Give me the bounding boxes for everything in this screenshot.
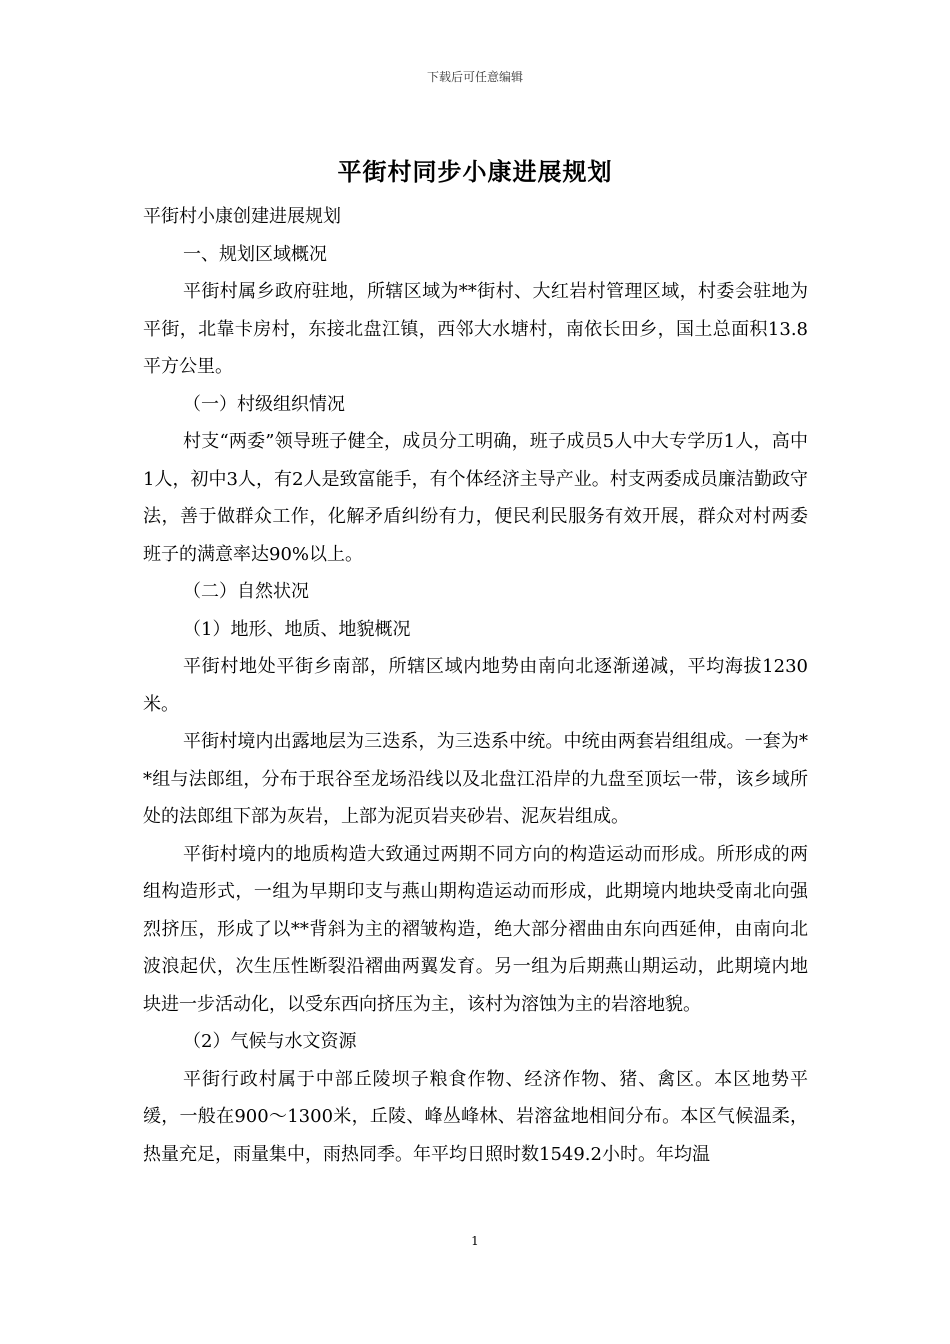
document-subtitle: 平街村小康创建进展规划 xyxy=(143,206,341,227)
section-heading: 一、规划区域概况 xyxy=(183,243,327,265)
subsection-heading: （2）气候与水文资源 xyxy=(183,1031,357,1052)
body-paragraph: 村支“两委”领导班子健全，成员分工明确，班子成员5人中大专学历1人，高中1人，初中3人，有2人是致富能手，有个体经济主导产业。村支两委成员廉洁勤政守法，善于做群众工作，化解矛盾纠纷有力，便民利民服务有效开展，群众对村两委班子的满意率达90%以上。 xyxy=(143,431,808,565)
body-paragraph: 平街村地处平街乡南部，所辖区域内地势由南向北逐渐递减，平均海拔1230米。 xyxy=(143,656,808,715)
body-paragraph: 平街村属乡政府驻地，所辖区域为**街村、大红岩村管理区域，村委会驻地为平街，北靠卡房村，东接北盘江镇，西邻大水塘村，南依长田乡，国土总面积13.8平方公里。 xyxy=(143,281,808,377)
subsection-heading: （1）地形、地质、地貌概况 xyxy=(183,618,411,640)
body-paragraph: 平街村境内的地质构造大致通过两期不同方向的构造运动而形成。所形成的两组构造形式，一组为早期印支与燕山期构造运动而形成，此期境内地块受南北向强烈挤压，形成了以**背斜为主的褶皱构造，绝大部分褶曲由东向西延伸，由南向北波浪起伏，次生压性断裂沿褶曲两翼发育。另一组为后期燕山期运动，此期境内地块进一步活动化，以受东西向挤压为主，该村为溶蚀为主的岩溶地貌。 xyxy=(143,843,808,1015)
subsection-heading: （二）自然状况 xyxy=(183,581,309,602)
body-paragraph: 平街行政村属于中部丘陵坝子粮食作物、经济作物、猪、禽区。本区地势平缓，一般在900～1300米，丘陵、峰丛峰林、岩溶盆地相间分布。本区气候温柔，热量充足，雨量集中，雨热同季。年平均日照时数1549.2小时。年均温 xyxy=(143,1068,808,1165)
page-header-note: 下载后可任意编辑 xyxy=(426,70,523,84)
body-paragraph: 平街村境内出露地层为三迭系，为三迭系中统。中统由两套岩组组成。一套为**组与法郎组，分布于珉谷至龙场沿线以及北盘江沿岸的九盘至顶坛一带，该乡域所处的法郎组下部为灰岩，上部为泥页岩夹砂岩、泥灰岩组成。 xyxy=(143,731,808,827)
document-title: 平街村同步小康进展规划 xyxy=(337,157,613,186)
subsection-heading: （一）村级组织情况 xyxy=(183,393,345,415)
document-body xyxy=(143,198,808,1173)
page-number: 1 xyxy=(471,1234,479,1248)
